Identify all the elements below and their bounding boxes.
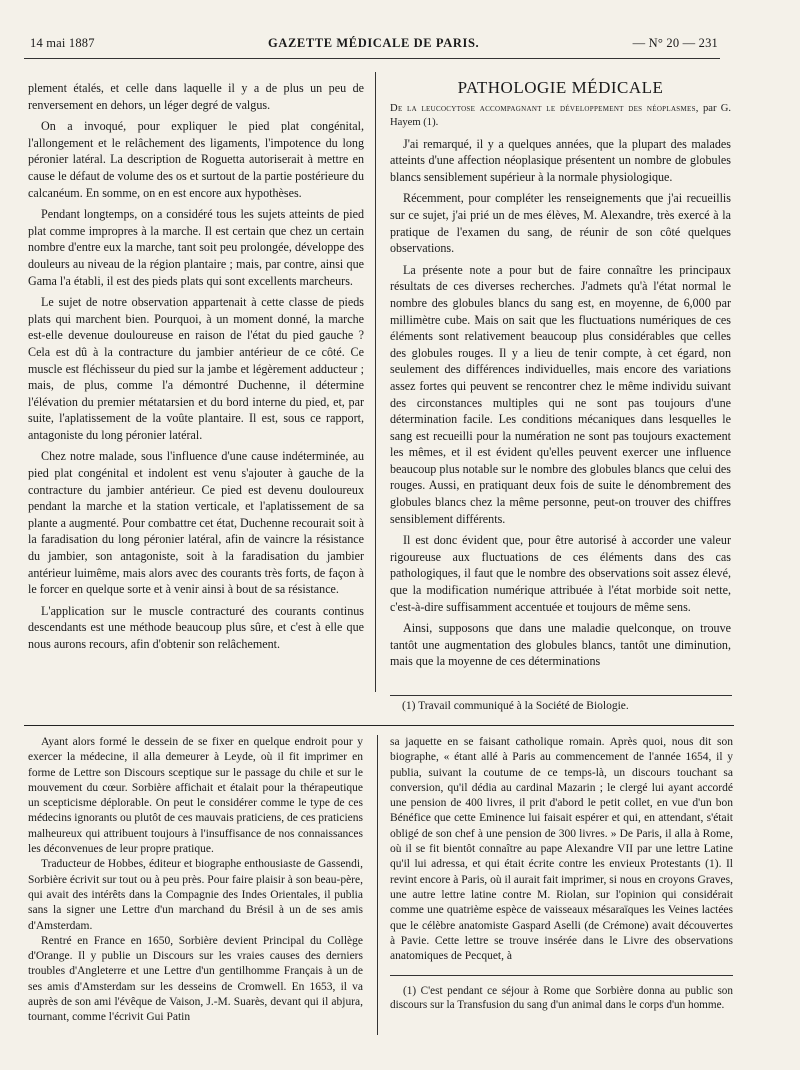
- issue-number: — N° 20 — 231: [632, 36, 718, 50]
- paragraph: plement étalés, et celle dans laquelle il y a de plus un peu de renversement en dehors, un léger degré de valgus.: [28, 81, 364, 112]
- footnote-rule: [390, 975, 733, 976]
- footnote: (1) Travail communiqué à la Société de Biologie.: [402, 700, 629, 712]
- journal-title: GAZETTE MÉDICALE DE PARIS.: [268, 36, 480, 50]
- section-title: PATHOLOGIE MÉDICALE: [457, 78, 664, 97]
- paragraph: J'ai remarqué, il y a quelques années, que la plupart des malades atteints d'une affection néoplasique présentent un nombre de globules blancs sensiblement supérieur à la normale physiologique.: [390, 136, 731, 184]
- column-divider: [375, 72, 376, 692]
- paragraph: L'application sur le muscle contracturé des courants continus descendants est une méthode beaucoup plus sûre, et c'est à elle que nous aurons recours, afin d'obtenir son relâchement.: [28, 603, 364, 651]
- page-header: [30, 36, 718, 56]
- paragraph: sa jaquette en se faisant catholique romain. Après quoi, nous dit son biographe, « étant allé à Paris au commencement de l'année 1654, il y publia, suivant la coutume de ce temps-là, un discours touchant sa conversion, qu'il dédia au cardinal Mazarin ; le clergé lui ayant accordé une pension de 400 livres, il prit d'abord le petit collet, en vue d'un bon Bénéfice que cette Eminence lui faisait espérer et qui, en attendant, s'était obligé de son chef à une pension de 300 livres. » De Paris, il alla à Rome, où il se fit bientôt connaître au pape Alexandre VII par une lettre Latine qu'il lui adressa, et qui était écrite contre les envieux Protestants (1). Il revint encore à Paris, où il aurait fait imprimer, si nous en croyons Graves, une autre lettre latine contre M. Riolan, sur l'opinion qui considérait comme une quatrième espèce de vaisseaux mésaraïques les Veines lactées que le célèbre anatomiste Gaspard Aselli (de Crémone) avait découvertes à Pavie. Cette lettre se trouve insérée dans le Livre des observations anatomiques de Pecquet, à: [390, 736, 733, 963]
- paragraph: Traducteur de Hobbes, éditeur et biographe enthousiaste de Gassendi, Sorbière écrivit sur tout ou à peu près. Pour faire plaisir à son beau-père, qui avait des intérêts dans la Compagnie des Indes Orientales, il publia sans la signer une Lettre d'un marchand du Brésil à un de ses amis d'Amsterdam.: [28, 858, 363, 932]
- header-rule: [24, 58, 720, 59]
- paragraph: La présente note a pour but de faire connaître les principaux résultats de ces diverses recherches. J'admets qu'à l'état normal le nombre des globules blancs du sang est, en moyenne, de 6,000 par millimètre cube. Mais on sait que les fluctuations numériques de ces éléments sont relativement beaucoup plus considérables que celles des globules rouges. Il y a lieu de tenir compte, à cet égard, non seulement des différences individuelles, mais encore des variations assez fortes qui peuvent se rencontrer chez le même individu suivant des circonstances multiples qui ne sont pas toujours d'une détermination facile. Les conditions mécaniques dans lesquelles le sang est recueilli pour la numération ne sont pas toujours exactement les mêmes, et il est évident qu'elles peuvent exercer une influence beaucoup plus notable sur le nombre des globules blancs que celui des rouges. Aussi, en pratiquant deux fois de suite le dénombrement des globules blancs chez la même personne, peut-on trouver des chiffres sensiblement différents.: [390, 262, 731, 526]
- feuilleton-left-column: [28, 735, 363, 1026]
- paragraph: Récemment, pour compléter les renseignements que j'ai recueillis sur ce sujet, j'ai prié un de mes élèves, M. Alexandre, très exercé à la pratique de l'examen du sang, de réunir de son côté quelques observations.: [390, 191, 731, 256]
- article-author: par G. Hayem (1).: [390, 102, 731, 128]
- right-column: [390, 80, 731, 670]
- paragraph: On a invoqué, pour expliquer le pied plat congénital, l'allongement et le relâchement des ligaments, l'impotence du long péronier latéral. La description de Roguetta autoriserait à mettre en cause le défaut de volume des os et surtout de la partie postérieure du calcanéum. En somme, on en est encore aux hypothèses.: [28, 119, 364, 200]
- paragraph: Il est donc évident que, pour être autorisé à accorder une valeur rigoureuse aux fluctuations de ces éléments dans des cas pathologiques, il faut que le nombre des observations soit assez élevé, que la modification numérique attribuée à l'état morbide soit nette, c'est-à-dire suffisamment accentuée et toujours de même sens.: [390, 533, 731, 614]
- footnote-rule: [390, 695, 732, 696]
- paragraph: Le sujet de notre observation appartenait à cette classe de pieds plats qui marchent bien. Pourquoi, à un moment donné, la marche est-elle devenue douloureuse en raison de l'état du pied gauche ? Cela est dû à la contracture du jambier antérieur de ce côté. Ce muscle est fléchisseur du pied sur la jambe et légèrement adducteur ; mais, de plus, comme l'a démontré Duchenne, il détermine l'élévation du premier métatarsien et du bord interne du pied, et, par suite, l'aplatissement de la voûte plantaire. Il est, sous ce rapport, antagoniste du long péronier latéral.: [28, 295, 364, 442]
- paragraph: Pendant longtemps, on a considéré tous les sujets atteints de pied plat comme impropres à la marche. Il est certain que chez un certain nombre d'entre eux la marche, tant soit peu prolongée, développe des douleurs au niveau de la région plantaire ; mais, par contre, ainsi que Gama l'a établi, il est des pieds plats qui sont excellents marcheurs.: [28, 207, 364, 288]
- article-heading: [390, 102, 731, 130]
- feuilleton-right-column: [390, 735, 733, 964]
- issue-date: 14 mai 1887: [30, 36, 95, 50]
- feuilleton-rule: [24, 725, 734, 726]
- column-divider: [377, 735, 378, 1035]
- footnote: (1) C'est pendant ce séjour à Rome que Sorbière donna au public son discours sur la Transfusion du sang d'un animal dans le corps d'un homme.: [390, 985, 733, 1012]
- paragraph: Ayant alors formé le dessein de se fixer en quelque endroit pour y exercer la médecine, il alla demeurer à Leyde, où il fit imprimer en forme de Lettre son Discours sceptique sur le passage du chile et sur le mouvement du cœur. Sorbière affichait et étalait pour la thérapeutique un scepticisme déplorable. On peut le considérer comme le type de ces médecins ignorants ou plutôt de ces mauvais praticiens, de ces praticiens malheureux qui attribuent toujours à l'insuffisance de nos connaissances les déconvenues de leur propre pratique.: [28, 736, 363, 856]
- left-column: [28, 80, 364, 653]
- paragraph: Chez notre malade, sous l'influence d'une cause indéterminée, au pied plat congénital et indolent est venu s'ajouter à gauche de la contracture du jambier antérieur. Ce pied est devenu douloureux pendant la marche et la station verticale, et l'aplatissement de sa plante a augmenté. Pour combattre cet état, Duchenne recourait soit à la faradisation du long péronier latéral, afin de vaincre la résistance du jambier, son antagoniste, soit à la faradisation du jambier antérieur luimême, mais alors avec des courants très forts, de façon à le forcer en quelque sorte et à venir ainsi à bout de sa résistance.: [28, 449, 364, 597]
- article-title: De la leucocytose accompagnant le développement des néoplasmes,: [390, 102, 699, 114]
- paragraph: Ainsi, supposons que dans une maladie quelconque, on trouve tantôt une augmentation des globules blancs, tantôt une diminution, mais que la moyenne de ces déterminations: [390, 621, 731, 669]
- paragraph: Rentré en France en 1650, Sorbière devient Principal du Collège d'Orange. Il y publie un Discours sur les vraies causes des derniers troubles d'Angleterre et une Lettre d'un gentilhomme Français à un de ses amis d'Amsterdam sur les desseins de Cromwell. En 1653, il va auprès de son ami l'évêque de Vaison, J.-M. Suarès, devant qui il abjura, tournant, comme l'écrivit Gui Patin: [28, 934, 363, 1024]
